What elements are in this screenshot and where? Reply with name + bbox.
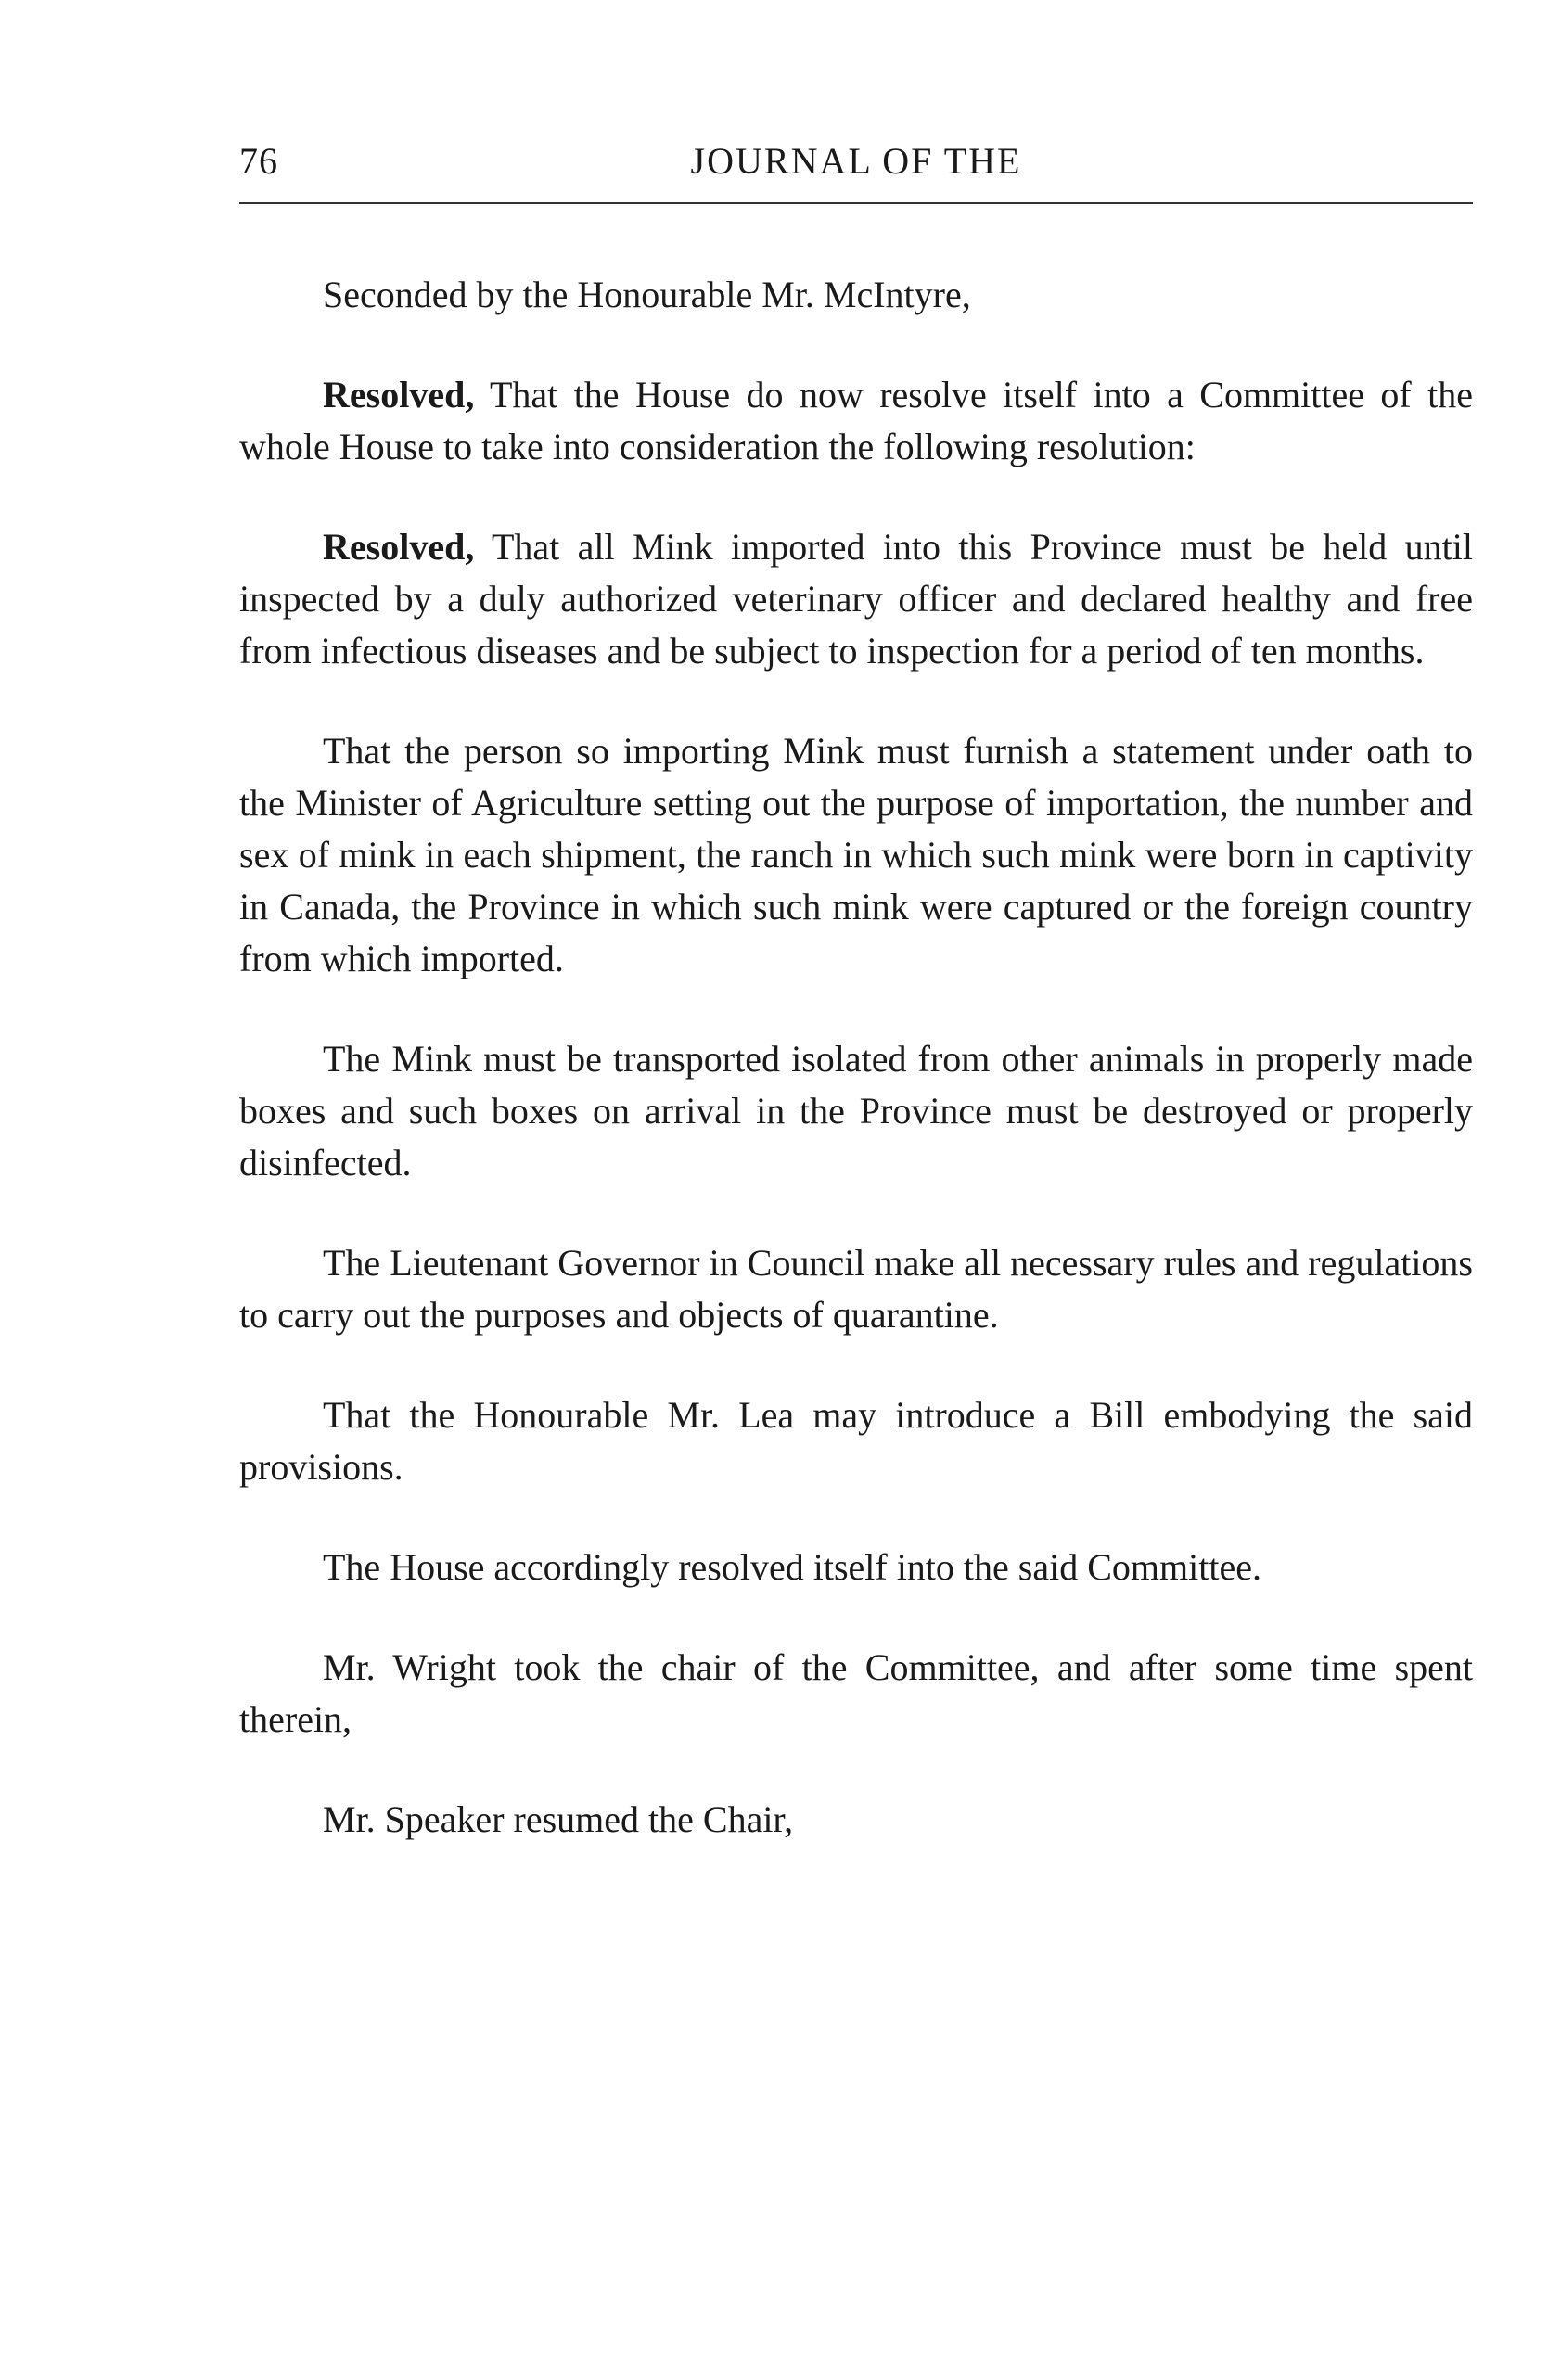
paragraph-text: That the person so importing Mink must furnish a statement under oath to the Minister of Agriculture setting out the purpose of importation, the number and sex of mink in each shipment, the ranch in which such mink were born in captivity in Canada, the Province in which such mink were captured or the foreign country from which imported.: [239, 730, 1473, 979]
paragraph-text: Seconded by the Honourable Mr. McIntyre,: [323, 274, 971, 315]
paragraph-text: That the Honourable Mr. Lea may introduce a Bill embodying the said provisions.: [239, 1394, 1473, 1488]
page-header: [239, 139, 1473, 195]
paragraph-text: Mr. Speaker resumed the Chair,: [323, 1798, 794, 1840]
paragraph-text: The Mink must be transported isolated from other animals in properly made boxes and such boxes on arrival in the Province must be destroyed or properly disinfected.: [239, 1038, 1473, 1184]
journal-body: [239, 269, 1473, 1846]
paragraph-transport: [239, 1033, 1473, 1189]
paragraph-regulations: [239, 1237, 1473, 1341]
page-number: 76: [239, 140, 278, 182]
paragraph-text: The Lieutenant Governor in Council make all necessary rules and regulations to carry out the purposes and objects of quarantine.: [239, 1242, 1473, 1336]
paragraph-speaker: [239, 1794, 1473, 1846]
paragraph-house-resolved: [239, 1542, 1473, 1593]
paragraph-chair: [239, 1642, 1473, 1746]
resolved-lead: Resolved,: [323, 526, 475, 568]
header-rule: [239, 202, 1473, 204]
running-head: JOURNAL OF THE: [690, 140, 1022, 182]
paragraph-text: That all Mink imported into this Province must be held until inspected by a duly authorized veterinary officer and declared healthy and free from infectious diseases and be subject to inspection for a period of ten months.: [239, 526, 1473, 672]
paragraph-text: Mr. Wright took the chair of the Committee, and after some time spent therein,: [239, 1646, 1473, 1740]
paragraph-resolved-mink: [239, 521, 1473, 677]
paragraph-seconded: [239, 269, 1473, 321]
paragraph-text: That the House do now resolve itself into a Committee of the whole House to take into consideration the following resolution:: [239, 374, 1473, 467]
paragraph-statement: [239, 725, 1473, 985]
resolved-lead: Resolved,: [323, 374, 475, 416]
paragraph-text: The House accordingly resolved itself into the said Committee.: [323, 1546, 1261, 1588]
paragraph-bill: [239, 1389, 1473, 1493]
paragraph-resolved-committee: [239, 369, 1473, 473]
